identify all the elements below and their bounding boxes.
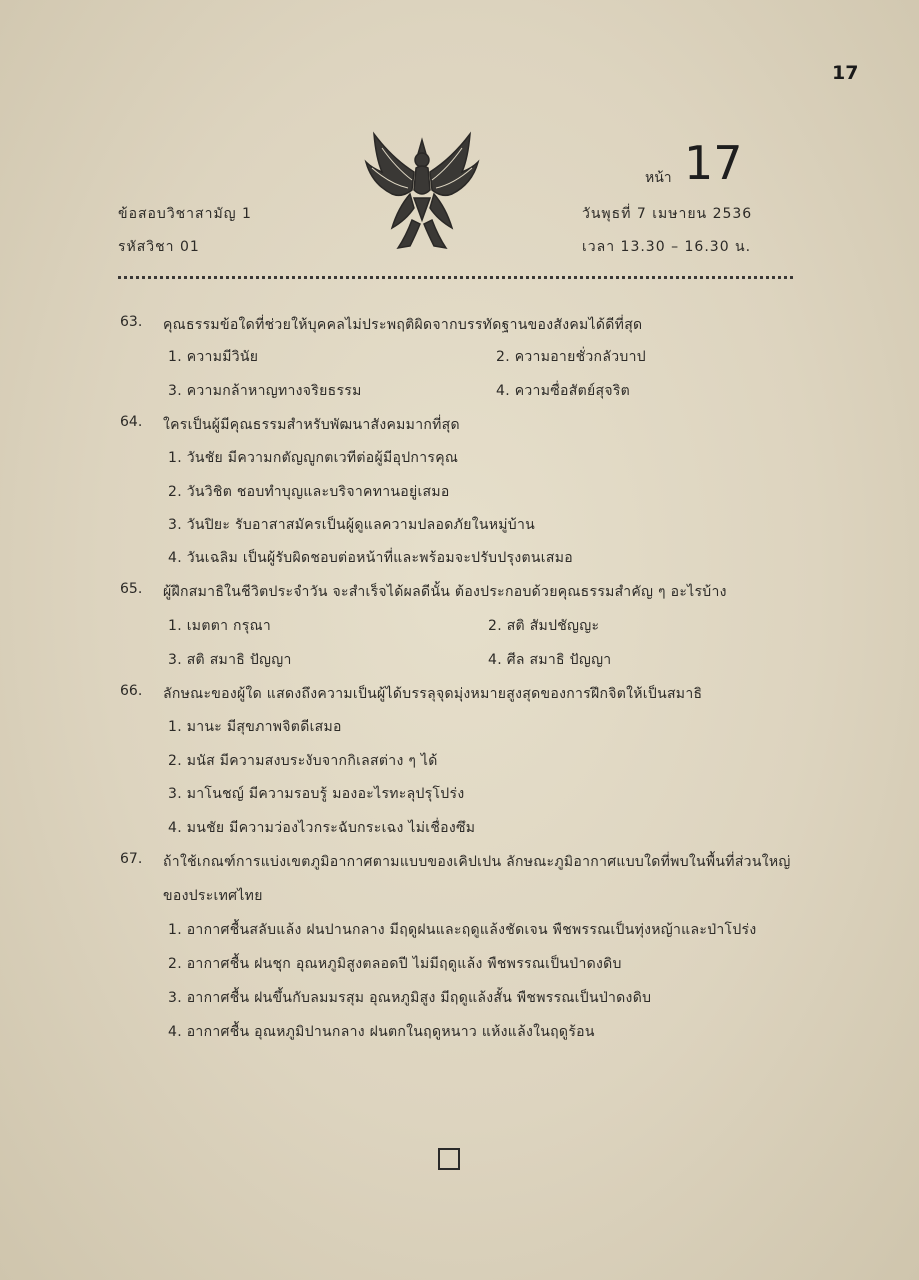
subject-code: รหัสวิชา 01	[118, 239, 200, 255]
choice: 3. ความกล้าหาญทางจริยธรรม	[168, 383, 362, 399]
question-number: 66.	[120, 683, 143, 699]
choice: 1. มานะ มีสุขภาพจิตดีเสมอ	[168, 719, 342, 735]
choice: 4. มนชัย มีความว่องไวกระฉับกระเฉง ไม่เชื่องซึม	[168, 820, 476, 836]
choice: 1. เมตตา กรุณา	[168, 618, 272, 634]
choice: 3. มาโนชญ์ มีความรอบรู้ มองอะไรทะลุปรุโปร่ง	[168, 786, 465, 802]
exam-name: ข้อสอบวิชาสามัญ 1	[118, 206, 252, 222]
choice: 2. วันวิชิต ชอบทำบุญและบริจาคทานอยู่เสมอ	[168, 484, 450, 500]
exam-date: วันพุธที่ 7 เมษายน 2536	[582, 206, 753, 222]
choice: 2. สติ สัมปชัญญะ	[488, 618, 600, 634]
choice: 2. ความอายชั่วกลัวบาป	[496, 349, 646, 365]
square-box-icon	[438, 1148, 460, 1170]
choice: 3. วันปิยะ รับอาสาสมัครเป็นผู้ดูแลความปลอดภัยในหมู่บ้าน	[168, 517, 535, 533]
question-number: 65.	[120, 581, 143, 597]
page-number: 17	[684, 136, 743, 190]
choice: 2. มนัส มีความสงบระงับจากกิเลสต่าง ๆ ได้	[168, 753, 438, 769]
question-number: 63.	[120, 314, 143, 330]
question-text: ถ้าใช้เกณฑ์การแบ่งเขตภูมิอากาศตามแบบของเคิปเปน ลักษณะภูมิอากาศแบบใดที่พบในพื้นที่ส่วนใหญ่	[163, 854, 791, 870]
question-text: ใครเป็นผู้มีคุณธรรมสำหรับพัฒนาสังคมมากที่สุด	[163, 417, 460, 433]
choice: 4. ศีล สมาธิ ปัญญา	[488, 652, 612, 668]
garuda-emblem-icon	[362, 128, 482, 254]
question-text: คุณธรรมข้อใดที่ช่วยให้บุคคลไม่ประพฤติผิดจากบรรทัดฐานของสังคมได้ดีที่สุด	[163, 317, 643, 333]
choice: 4. วันเฉลิม เป็นผู้รับผิดชอบต่อหน้าที่และพร้อมจะปรับปรุงตนเสมอ	[168, 550, 573, 566]
question-number: 64.	[120, 414, 143, 430]
corner-page-number: 17	[832, 62, 859, 84]
choice: 3. อากาศชื้น ฝนขึ้นกับลมมรสุม อุณหภูมิสูง มีฤดูแล้งสั้น พืชพรรณเป็นป่าดงดิบ	[168, 990, 652, 1006]
choice: 4. อากาศชื้น อุณหภูมิปานกลาง ฝนตกในฤดูหนาว แห้งแล้งในฤดูร้อน	[168, 1024, 595, 1040]
question-number: 67.	[120, 851, 143, 867]
page-label: หน้า	[645, 170, 672, 186]
choice: 1. วันชัย มีความกตัญญูกตเวทีต่อผู้มีอุปการคุณ	[168, 450, 459, 466]
exam-time: เวลา 13.30 – 16.30 น.	[582, 239, 752, 255]
question-text: ลักษณะของผู้ใด แสดงถึงความเป็นผู้ได้บรรลุจุดมุ่งหมายสูงสุดของการฝึกจิตให้เป็นสมาธิ	[163, 686, 703, 702]
choice: 1. อากาศชื้นสลับแล้ง ฝนปานกลาง มีฤดูฝนและฤดูแล้งชัดเจน พืชพรรณเป็นทุ่งหญ้าและป่าโปร่ง	[168, 922, 757, 938]
choice: 4. ความซื่อสัตย์สุจริต	[496, 383, 631, 399]
question-text-continued: ของประเทศไทย	[163, 888, 263, 904]
choice: 3. สติ สมาธิ ปัญญา	[168, 652, 292, 668]
choice: 2. อากาศชื้น ฝนชุก อุณหภูมิสูงตลอดปี ไม่มีฤดูแล้ง พืชพรรณเป็นป่าดงดิบ	[168, 956, 622, 972]
choice: 1. ความมีวินัย	[168, 349, 259, 365]
question-text: ผู้ฝึกสมาธิในชีวิตประจำวัน จะสำเร็จได้ผลดีนั้น ต้องประกอบด้วยคุณธรรมสำคัญ ๆ อะไรบ้าง	[163, 584, 727, 600]
dotted-divider	[118, 276, 793, 279]
